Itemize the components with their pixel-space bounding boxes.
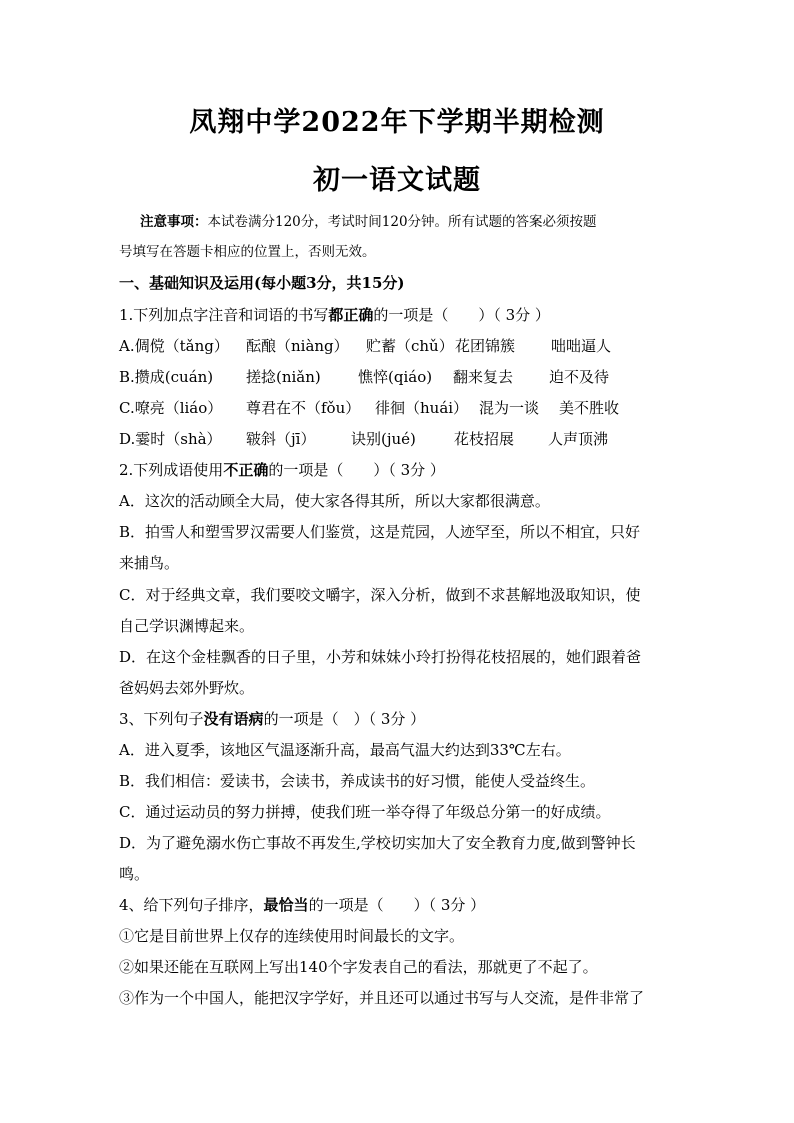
- q1-c-word-2: 尊君在不（fǒu）: [246, 399, 361, 417]
- notice-line-2: 号填写在答题卡相应的位置上，否则无效。: [119, 244, 376, 260]
- question-4-stem: [119, 895, 485, 915]
- q2-option-c-line-1: C．对于经典文章，我们要咬文嚼字，深入分析，做到不求甚解地汲取知识，使: [119, 586, 641, 604]
- q1-a-word-2: 酝酿（niàng）: [246, 337, 349, 355]
- q1-a-word-4: 花团锦簇: [455, 337, 516, 355]
- q4-sentence-1: ①它是目前世界上仅存的连续使用时间最长的文字。: [119, 927, 465, 945]
- question-2-stem: [119, 460, 445, 480]
- q3-stem-b: 的一项是（ ）（ 3分 ）: [263, 710, 426, 728]
- q1-d-word-1: D.霎时（shà）: [119, 430, 222, 448]
- question-1-stem: [119, 305, 550, 325]
- q2-stem-a: 2.下列成语使用: [119, 461, 224, 479]
- notice-line-1: [140, 212, 597, 232]
- q1-a-word-3: 贮蓄（chǔ）: [366, 337, 454, 355]
- notice-text-1: 本试卷满分120分，考试时间120分钟。所有试题的答案必须按题: [207, 214, 597, 230]
- q2-stem-b: 的一项是（ ）（ 3分 ）: [268, 461, 445, 479]
- q4-stem-b: 的一项是（ ）（ 3分 ）: [308, 896, 486, 914]
- q2-option-a: A．这次的活动顾全大局，使大家各得其所，所以大家都很满意。: [119, 492, 550, 510]
- q1-d-word-3: 诀别(jué): [351, 430, 416, 448]
- q4-sentence-3: ③作为一个中国人，能把汉字学好，并且还可以通过书写与人交流，是件非常了: [119, 989, 645, 1007]
- q1-stem-b: 的一项是（ ）（ 3分 ）: [373, 306, 550, 324]
- q4-stem-a: 4、给下列句子排序，: [119, 896, 264, 914]
- q1-c-word-5: 美不胜收: [559, 399, 620, 417]
- q1-b-word-5: 迫不及待: [549, 368, 610, 386]
- section-heading: 一、基础知识及运用(每小题3分，共15分): [119, 274, 405, 292]
- q1-d-word-5: 人声顶沸: [548, 430, 609, 448]
- q1-a-word-1: A.倜傥（tǎng）: [119, 337, 229, 355]
- q2-option-b-line-1: B．拍雪人和塑雪罗汉需要人们鉴赏，这是荒园，人迹罕至，所以不相宜，只好: [119, 523, 641, 541]
- q3-option-d-line-1: D．为了避免溺水伤亡事故不再发生,学校切实加大了安全教育力度,做到警钟长: [119, 834, 636, 852]
- q1-d-word-2: 皲斜（jī）: [246, 430, 316, 448]
- question-3-stem: [119, 709, 425, 729]
- q2-option-c-line-2: 自己学识渊博起来。: [119, 617, 255, 635]
- q3-option-d-line-2: 鸣。: [119, 865, 150, 883]
- exam-title: 凤翔中学2022年下学期半期检测: [189, 107, 605, 138]
- q3-stem-bold: 没有语病: [203, 710, 264, 728]
- q4-sentence-2: ②如果还能在互联网上写出140个字发表自己的看法，那就更了不起了。: [119, 958, 598, 976]
- q1-c-word-4: 混为一谈: [479, 399, 540, 417]
- q4-stem-bold: 最恰当: [263, 896, 309, 914]
- q2-stem-bold: 不正确: [223, 461, 269, 479]
- q1-stem-a: 1.下列加点字注音和词语的书写: [119, 306, 329, 324]
- q2-option-d-line-2: 爸妈妈去郊外野炊。: [119, 679, 255, 697]
- q1-stem-bold: 都正确: [328, 306, 374, 324]
- q1-b-word-4: 翻来复去: [453, 368, 514, 386]
- q3-option-c: C．通过运动员的努力拼搏，使我们班一举夺得了年级总分第一的好成绩。: [119, 803, 611, 821]
- exam-subtitle: 初一语文试题: [313, 165, 481, 196]
- q1-d-word-4: 花枝招展: [454, 430, 515, 448]
- q2-option-d-line-1: D．在这个金桂飘香的日子里，小芳和妹妹小玲打扮得花枝招展的，她们跟着爸: [119, 648, 642, 666]
- q3-option-b: B．我们相信：爱读书，会读书，养成读书的好习惯，能使人受益终生。: [119, 772, 596, 790]
- q1-b-word-2: 搓捻(niǎn): [246, 368, 321, 386]
- q3-option-a: A．进入夏季，该地区气温逐渐升高，最高气温大约达到33℃左右。: [119, 741, 571, 759]
- notice-label: 注意事项：: [140, 214, 208, 230]
- q1-b-word-3: 憔悴(qiáo): [358, 368, 433, 386]
- q3-stem-a: 3、下列句子: [119, 710, 204, 728]
- q2-option-b-line-2: 来捕鸟。: [119, 554, 180, 572]
- q1-b-word-1: B.攒成(cuán): [119, 368, 214, 386]
- q1-a-word-5: 咄咄逼人: [551, 337, 612, 355]
- q1-c-word-1: C.嘹亮（liáo）: [119, 399, 223, 417]
- q1-c-word-3: 徘徊（huái）: [375, 399, 469, 417]
